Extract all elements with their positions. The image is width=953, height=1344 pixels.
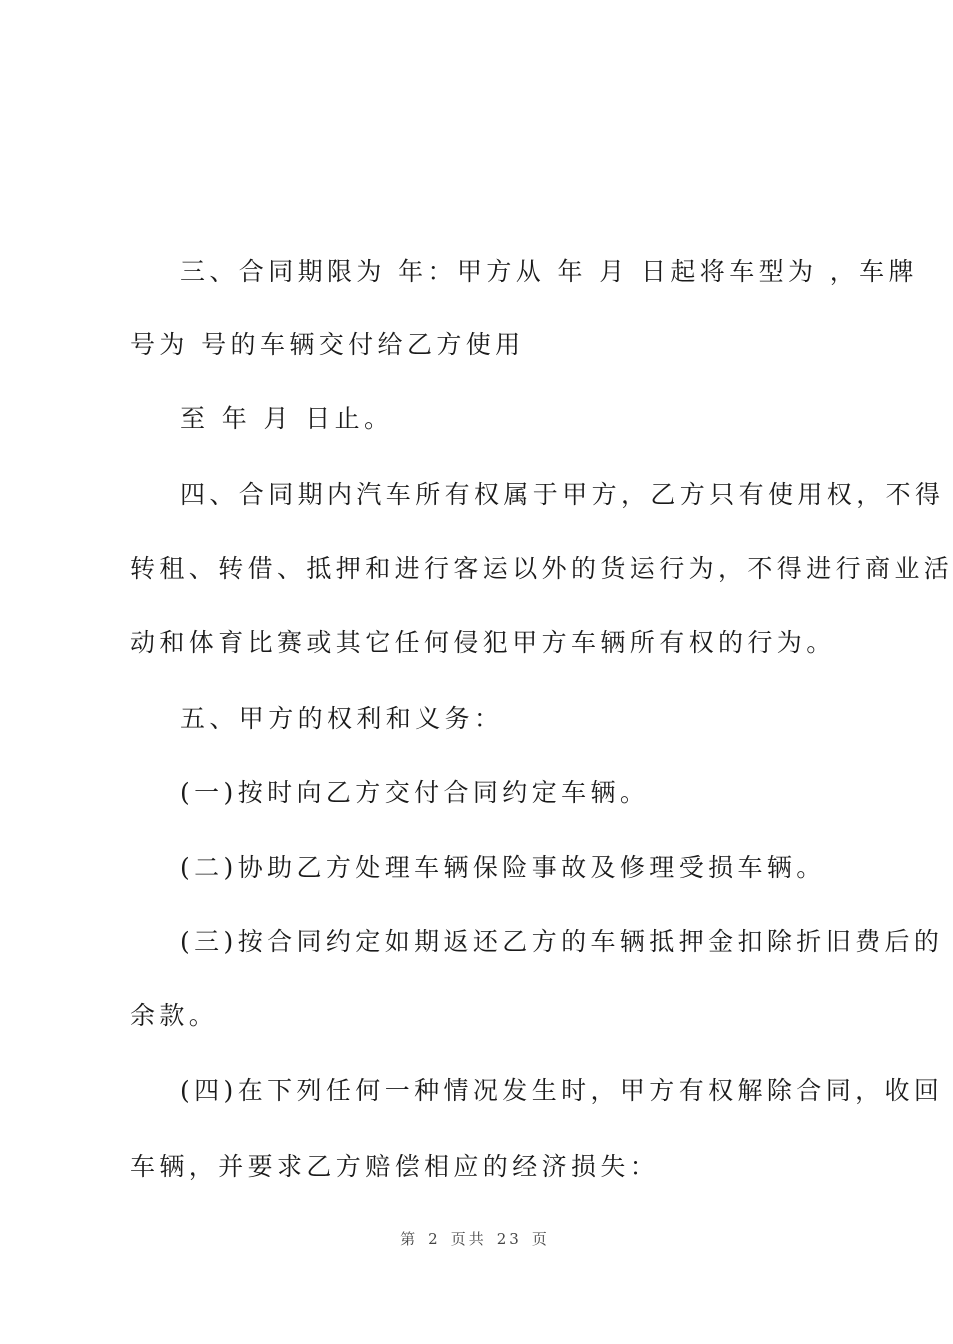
current-page-number: 2 <box>428 1230 441 1248</box>
footer-middle: 页共 <box>450 1230 487 1248</box>
clause-5-item-1: (一)按时向乙方交付合同约定车辆。 <box>180 778 650 807</box>
clause-3-line-3: 至 年 月 日止。 <box>180 404 394 433</box>
footer-prefix: 第 <box>400 1230 419 1248</box>
clause-4-line-3: 动和体育比赛或其它任何侵犯甲方车辆所有权的行为。 <box>130 628 836 657</box>
clause-4-line-1: 四、合同期内汽车所有权属于甲方，乙方只有使用权，不得 <box>180 480 945 509</box>
clause-5-item-4-line-2: 车辆，并要求乙方赔偿相应的经济损失： <box>130 1152 660 1181</box>
clause-4-line-2: 转租、转借、抵押和进行客运以外的货运行为，不得进行商业活 <box>130 554 953 583</box>
clause-3-line-2: 号为 号的车辆交付给乙方使用 <box>130 330 525 359</box>
clause-5-item-3-line-2: 余款。 <box>130 1001 219 1030</box>
total-pages-number: 23 <box>496 1230 522 1248</box>
clause-5-item-2: (二)协助乙方处理车辆保险事故及修理受损车辆。 <box>180 853 826 882</box>
page-footer <box>0 1228 950 1250</box>
clause-3-line-1: 三、合同期限为 年：甲方从 年 月 日起将车型为 ，车牌 <box>180 257 918 286</box>
clause-5-heading: 五、甲方的权利和义务： <box>180 704 504 733</box>
clause-5-item-3-line-1: (三)按合同约定如期返还乙方的车辆抵押金扣除折旧费后的 <box>180 927 944 956</box>
footer-suffix: 页 <box>531 1230 550 1248</box>
clause-5-item-4-line-1: (四)在下列任何一种情况发生时，甲方有权解除合同，收回 <box>180 1076 944 1105</box>
